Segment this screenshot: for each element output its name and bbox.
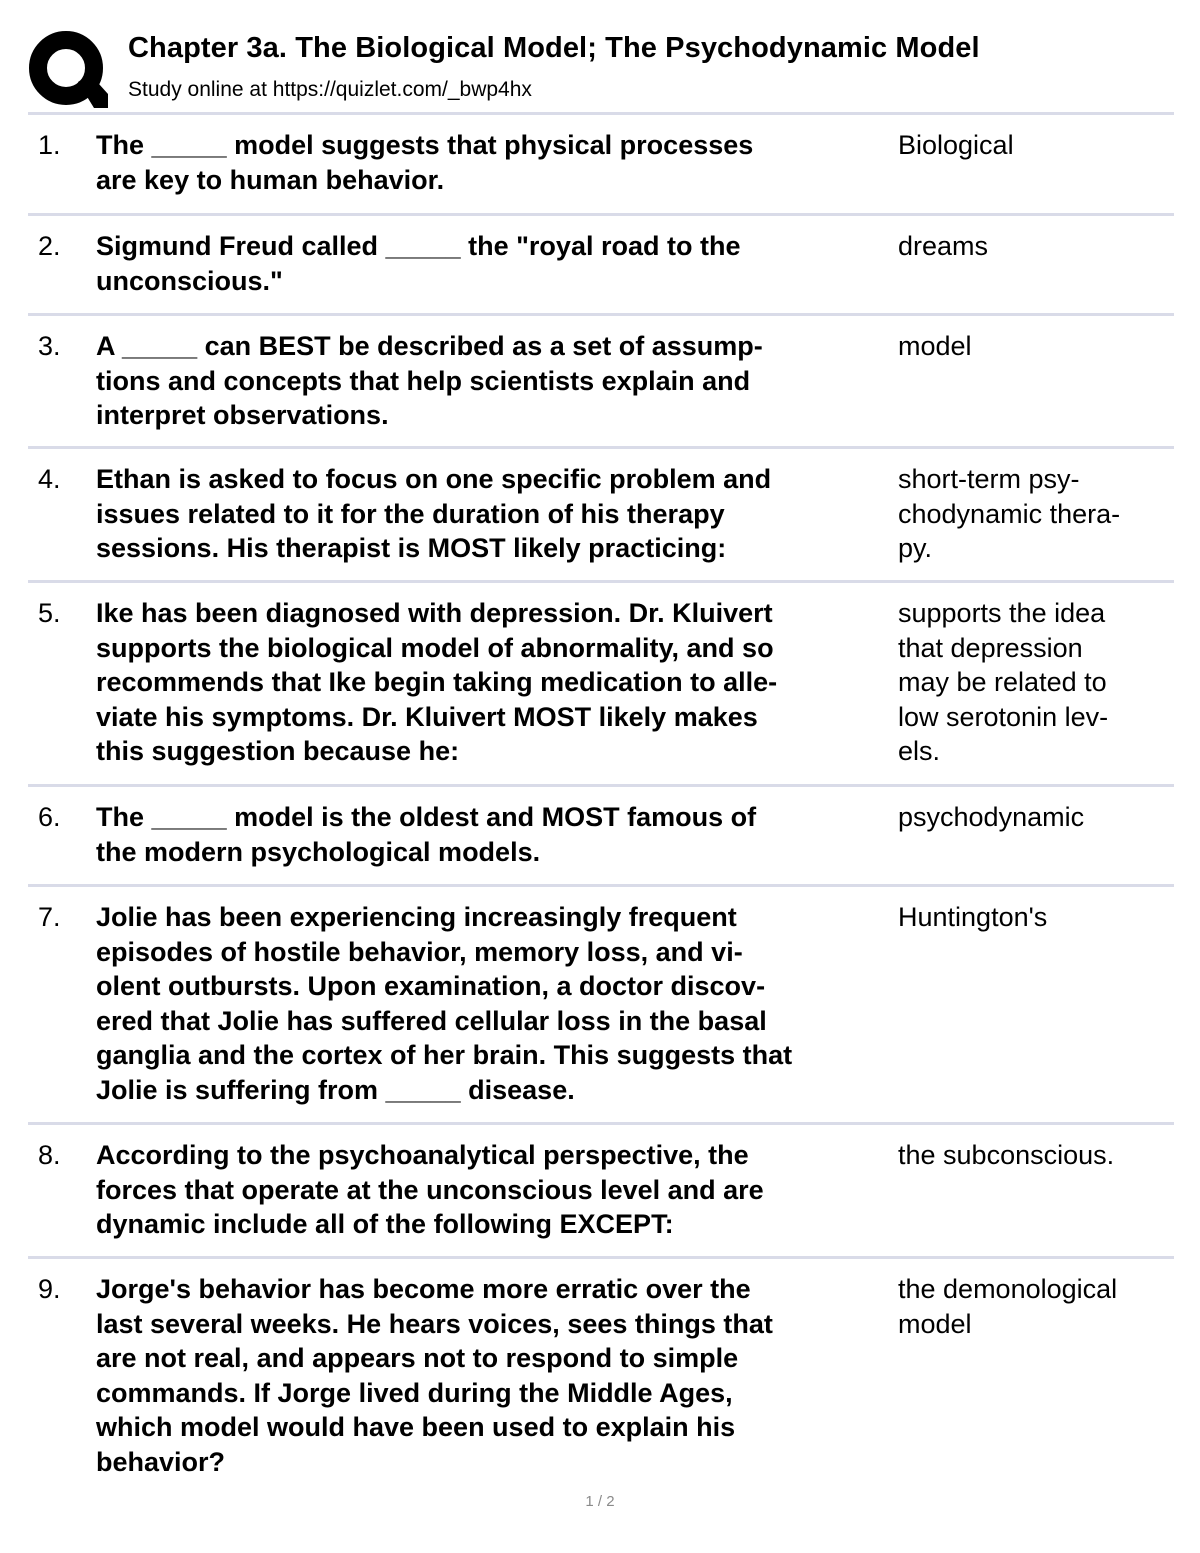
- term-line: recommends that Ike begin taking medication to alle-: [96, 667, 778, 697]
- term-line: episodes of hostile behavior, memory loss, and vi-: [96, 936, 743, 967]
- card-definition: [896, 316, 1166, 446]
- card-term: [96, 449, 896, 580]
- card-number: 4.: [38, 464, 61, 494]
- definition-line: the demonological: [898, 1274, 1118, 1304]
- card-term: [96, 115, 896, 213]
- term-line: last several weeks. He hears voices, sees things that: [96, 1308, 773, 1339]
- card-number: 7.: [38, 902, 61, 932]
- definition-line: py.: [898, 533, 933, 563]
- term-line: Ethan is asked to focus on one specific problem and: [96, 464, 772, 494]
- term-line: supports the biological model of abnormality, and so: [96, 632, 774, 663]
- term-line: issues related to it for the duration of his therapy: [96, 498, 725, 529]
- card-definition: [896, 449, 1166, 580]
- flashcard-row: [28, 313, 1174, 446]
- card-definition: [896, 115, 1166, 213]
- definition-line: supports the idea: [898, 598, 1106, 628]
- term-line: unconscious.": [96, 265, 283, 296]
- page-indicator: 1 / 2: [585, 1493, 615, 1510]
- card-number: 9.: [38, 1274, 61, 1304]
- flashcard-row: [28, 580, 1174, 784]
- card-term: [96, 316, 896, 446]
- definition-line: dreams: [898, 231, 989, 261]
- card-number: 3.: [38, 331, 61, 361]
- definition-line: model: [898, 1308, 972, 1339]
- term-line: the modern psychological models.: [96, 836, 541, 867]
- definition-line: may be related to: [898, 667, 1107, 697]
- term-line: behavior?: [96, 1446, 226, 1477]
- card-term: [96, 1259, 896, 1486]
- card-definition: [896, 216, 1166, 313]
- definition-line: short-term psy-: [898, 464, 1080, 494]
- flashcard-row: [28, 1122, 1174, 1256]
- definition-line: psychodynamic: [898, 802, 1085, 832]
- card-definition: [896, 583, 1166, 784]
- card-term: [96, 887, 896, 1122]
- flashcard-row: [28, 112, 1174, 213]
- card-term: [96, 787, 896, 884]
- card-number: 6.: [38, 802, 61, 832]
- term-line: sessions. His therapist is MOST likely practicing:: [96, 533, 727, 563]
- term-line: Ike has been diagnosed with depression. Dr. Kluivert: [96, 598, 773, 628]
- term-line: A _____ can BEST be described as a set of assump-: [96, 331, 763, 361]
- term-line: olent outbursts. Upon examination, a doctor discov-: [96, 971, 766, 1001]
- term-line: dynamic include all of the following EXCEPT:: [96, 1209, 674, 1239]
- definition-line: Huntington's: [898, 902, 1048, 932]
- study-online-link[interactable]: Study online at https://quizlet.com/_bwp4hx: [128, 78, 532, 101]
- card-term: [96, 583, 896, 784]
- card-definition: [896, 887, 1166, 1122]
- flashcard-list: [28, 112, 1174, 1486]
- term-line: this suggestion because he:: [96, 736, 460, 766]
- term-line: ganglia and the cortex of her brain. This suggests that: [96, 1040, 793, 1070]
- flashcard-row: [28, 446, 1174, 580]
- page-header: [28, 28, 1178, 112]
- term-line: tions and concepts that help scientists explain and: [96, 365, 751, 396]
- term-line: interpret observations.: [96, 400, 389, 430]
- term-line: are not real, and appears not to respond to simple: [96, 1343, 739, 1373]
- term-line: ered that Jolie has suffered cellular loss in the basal: [96, 1005, 767, 1036]
- term-line: The _____ model suggests that physical processes: [96, 130, 754, 160]
- card-definition: [896, 787, 1166, 884]
- flashcard-row: [28, 884, 1174, 1122]
- definition-line: low serotonin lev-: [898, 701, 1109, 732]
- term-line: Jolie has been experiencing increasingly frequent: [96, 902, 737, 932]
- card-definition: [896, 1125, 1166, 1256]
- term-line: are key to human behavior.: [96, 164, 445, 195]
- term-line: Sigmund Freud called _____ the "royal road to the: [96, 231, 741, 261]
- term-line: forces that operate at the unconscious level and are: [96, 1174, 764, 1205]
- card-number: 2.: [38, 231, 61, 261]
- flashcard-row: [28, 213, 1174, 313]
- quizlet-logo-icon: [28, 30, 108, 110]
- term-line: viate his symptoms. Dr. Kluivert MOST likely makes: [96, 701, 758, 732]
- term-line: which model would have been used to explain his: [96, 1412, 736, 1442]
- card-term: [96, 1125, 896, 1256]
- term-line: According to the psychoanalytical perspective, the: [96, 1140, 749, 1170]
- definition-line: the subconscious.: [898, 1140, 1115, 1170]
- card-number: 1.: [38, 130, 61, 160]
- definition-line: els.: [898, 736, 941, 766]
- term-line: Jorge's behavior has become more erratic over the: [96, 1274, 751, 1304]
- flashcard-row: [28, 1256, 1174, 1486]
- card-number: 8.: [38, 1140, 61, 1170]
- flashcard-row: [28, 784, 1174, 884]
- definition-line: Biological: [898, 130, 1014, 160]
- page-title: Chapter 3a. The Biological Model; The Psychodynamic Model: [128, 32, 980, 64]
- card-definition: [896, 1259, 1166, 1486]
- term-line: Jolie is suffering from _____ disease.: [96, 1074, 575, 1105]
- definition-line: that depression: [898, 632, 1083, 663]
- card-term: [96, 216, 896, 313]
- term-line: commands. If Jorge lived during the Middle Ages,: [96, 1377, 733, 1408]
- card-number: 5.: [38, 598, 61, 628]
- definition-line: model: [898, 331, 972, 361]
- definition-line: chodynamic thera-: [898, 498, 1121, 529]
- term-line: The _____ model is the oldest and MOST famous of: [96, 802, 757, 832]
